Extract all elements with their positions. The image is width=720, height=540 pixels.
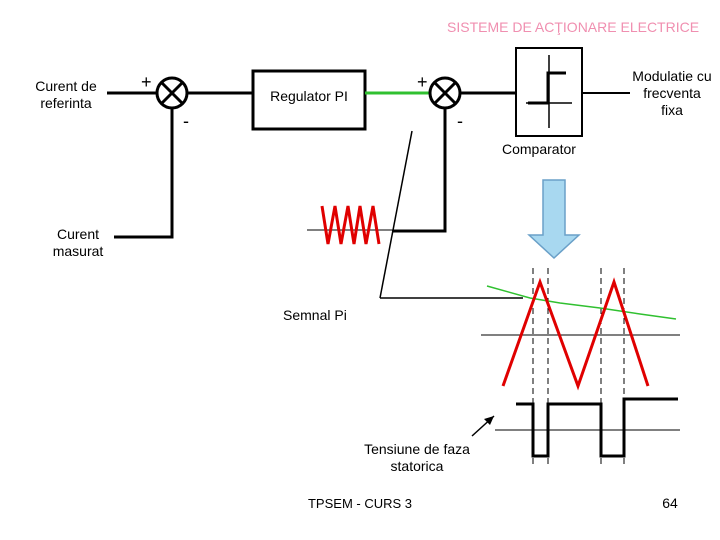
carrier-feedback-line [392,108,445,231]
pi-pointer-line [380,131,412,298]
sum2-plus-sign: + [417,72,428,92]
regulator-pi-label: Regulator PI [270,88,348,104]
phase-voltage-waveform [516,399,678,456]
down-arrow-icon [529,180,579,258]
pi-signal-label: Semnal Pi [283,307,347,323]
triangle-carrier-detail [503,282,648,386]
course-footer: TPSEM - CURS 3 [307,496,412,511]
page-header: SISTEME DE ACŢIONARE ELECTRICE [447,19,700,35]
phase-voltage-label: Tensiune de faza statorica [364,441,470,474]
sum1-minus-sign: - [183,111,189,131]
sum2-minus-sign: - [457,111,463,131]
sum1-plus-sign: + [141,72,152,92]
summing-junction-2 [430,78,460,108]
modulation-label: Modulatie cu frecventa fixa [632,68,712,118]
measured-current-label: Curent masurat [52,226,104,259]
page-number: 64 [662,495,678,511]
summing-junction-1 [157,78,187,108]
measured-current-line [114,108,172,237]
carrier-triangle-wave [322,206,379,244]
comparator-label: Comparator [502,141,576,157]
pi-signal-curve [487,286,676,319]
reference-current-label: Curent de referinta [35,78,97,111]
